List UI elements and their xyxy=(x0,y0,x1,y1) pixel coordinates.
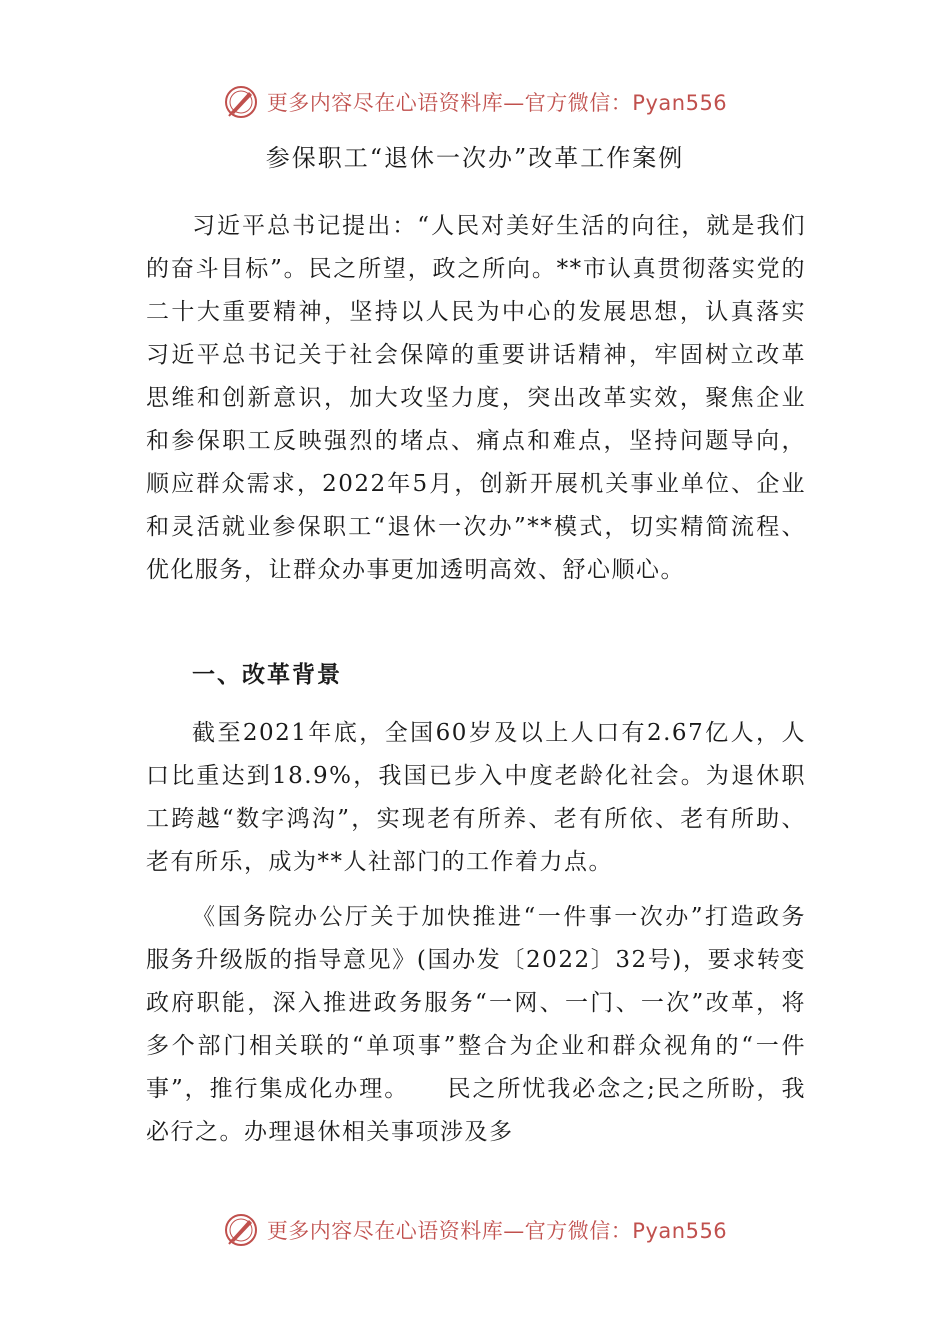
paragraph-intro xyxy=(146,205,806,592)
document-title: 参保职工“退休一次办”改革工作案例 xyxy=(265,144,685,172)
paragraph-text: 《国务院办公厅关于加快推进“一件事一次办”打造政务服务升级版的指导意见》(国办发〔2022〕32号)，要求转变政府职能，深入推进政务服务“一网、一门、一次”改革，将多个部门相关联的“单项事”整合为企业和群众视角的“一件事”，推行集成化办理。 民之所忧我必念之;民之所盼，我必行之。办理退休相关事项涉及多 xyxy=(146,904,806,1145)
paragraph-text: 习近平总书记提出：“人民对美好生活的向往，就是我们的奋斗目标”。民之所望，政之所向。**市认真贯彻落实党的二十大重要精神，坚持以人民为中心的发展思想，认真落实习近平总书记关于社会保障的重要讲话精神，牢固树立改革思维和创新意识，加大攻坚力度，突出改革实效，聚焦企业和参保职工反映强烈的堵点、痛点和难点，坚持问题导向，顺应群众需求，2022年5月，创新开展机关事业单位、企业和灵活就业参保职工“退休一次办”**模式，切实精简流程、优化服务，让群众办事更加透明高效、舒心顺心。 xyxy=(146,213,806,583)
watermark-text: 更多内容尽在心语资料库—官方微信：Pyan556 xyxy=(266,91,728,115)
section-heading-text: 一、改革背景 xyxy=(192,662,342,688)
paragraph-policy xyxy=(146,896,806,1154)
quill-seal-icon xyxy=(223,84,259,120)
watermark-text: 更多内容尽在心语资料库—官方微信：Pyan556 xyxy=(266,1219,728,1243)
quill-seal-icon xyxy=(223,1212,259,1248)
paragraph-background-stats xyxy=(146,712,806,884)
header-watermark-banner xyxy=(0,80,950,124)
section-heading xyxy=(146,654,806,697)
paragraph-text: 截至2021年底，全国60岁及以上人口有2.67亿人，人口比重达到18.9%，我国已步入中度老龄化社会。为退休职工跨越“数字鸿沟”，实现老有所养、老有所依、老有所助、老有所乐，成为**人社部门的工作着力点。 xyxy=(146,720,806,875)
footer-watermark-banner xyxy=(0,1208,950,1252)
